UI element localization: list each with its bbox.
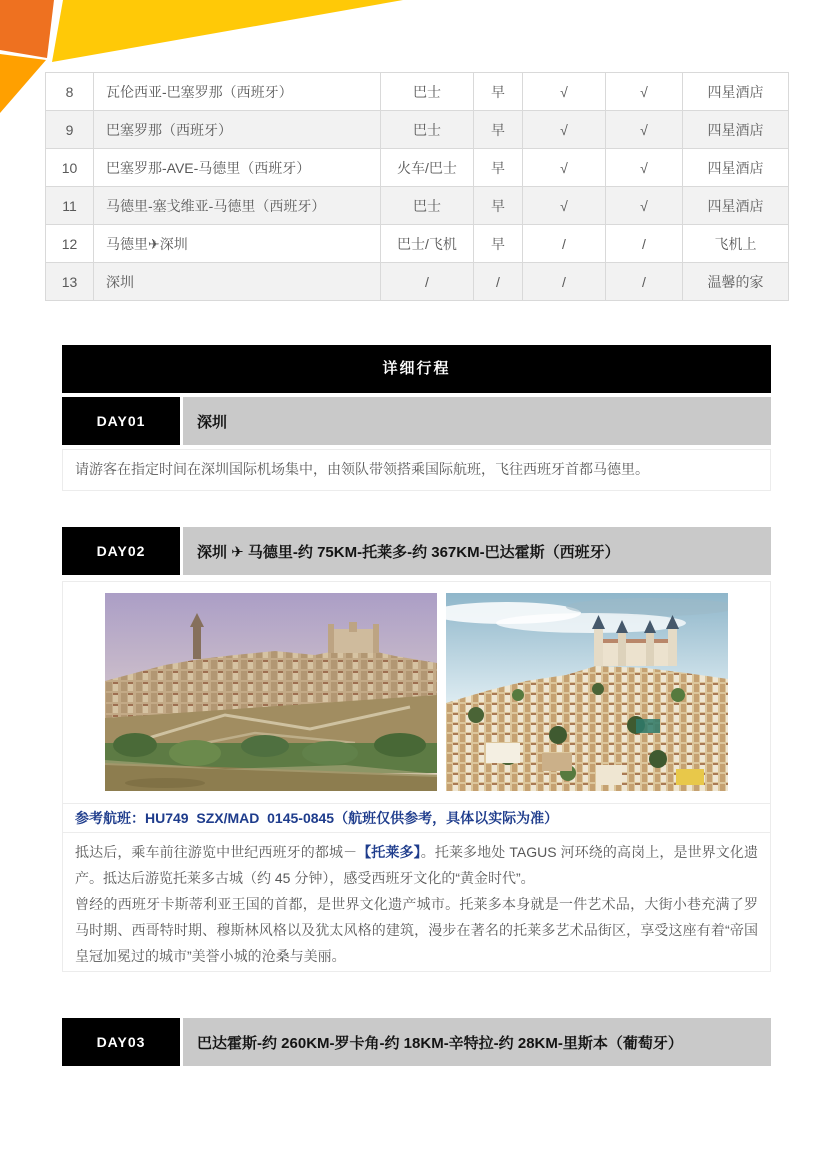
itinerary-table (45, 72, 789, 301)
day02-header (62, 527, 771, 575)
cell-dinner: / (606, 263, 683, 301)
itinerary-table-wrap (45, 72, 788, 301)
toledo-photo-left (105, 593, 437, 791)
cell-hotel: 四星酒店 (683, 73, 789, 111)
cell-route: 深圳 (94, 263, 381, 301)
para1-pre: 抵达后，乘车前往游览中世纪西班牙的都城－ (75, 844, 358, 860)
cell-lunch: √ (523, 187, 606, 225)
cell-day-number: 11 (46, 187, 94, 225)
cell-transport: 巴士/飞机 (381, 225, 474, 263)
day02-paragraph-2: 曾经的西班牙卡斯蒂利亚王国的首都，是世界文化遗产城市。托莱多本身就是一件艺术品，大街小巷充满了罗马时期、西哥特时期、穆斯林风格以及犹太风格的建筑，漫步在著名的托莱多艺术品街区，享受这座有着“帝国皇冠加冕过的城市”美誉小城的沧桑与美丽。 (75, 896, 758, 964)
cell-route: 马德里-塞戈维亚-马德里（西班牙） (94, 187, 381, 225)
toledo-photo-right (446, 593, 728, 791)
cell-breakfast: 早 (474, 73, 523, 111)
table-row-day12 (46, 225, 789, 263)
day02-content-block (62, 581, 771, 972)
cell-dinner: √ (606, 111, 683, 149)
table-row-day10 (46, 149, 789, 187)
cell-dinner: / (606, 225, 683, 263)
day02-label: DAY02 (62, 527, 180, 575)
day02-paragraph-1 (75, 839, 758, 891)
reference-flight-info: 参考航班：HU749 SZX/MAD 0145-0845（航班仅供参考，具体以实际为准） (63, 803, 770, 833)
day03-label: DAY03 (62, 1018, 180, 1066)
cell-dinner: √ (606, 73, 683, 111)
cell-breakfast: 早 (474, 225, 523, 263)
table-row-day8 (46, 73, 789, 111)
cell-route: 巴塞罗那-AVE-马德里（西班牙） (94, 149, 381, 187)
toledo-alcazar-illustration (446, 593, 728, 791)
cell-breakfast: 早 (474, 187, 523, 225)
table-row-day9 (46, 111, 789, 149)
cell-dinner: √ (606, 149, 683, 187)
cell-day-number: 8 (46, 73, 94, 111)
cell-dinner: √ (606, 187, 683, 225)
cell-hotel: 四星酒店 (683, 149, 789, 187)
cell-hotel: 飞机上 (683, 225, 789, 263)
cell-day-number: 12 (46, 225, 94, 263)
day02-title: 深圳 ✈ 马德里-约 75KM-托莱多-约 367KM-巴达霍斯（西班牙） (183, 527, 771, 575)
cell-breakfast: / (474, 263, 523, 301)
day01-title: 深圳 (183, 397, 771, 445)
cell-hotel: 四星酒店 (683, 187, 789, 225)
toledo-highlight: 【托莱多】 (357, 844, 421, 860)
cell-route: 瓦伦西亚-巴塞罗那（西班牙） (94, 73, 381, 111)
cell-lunch: √ (523, 149, 606, 187)
cell-lunch: / (523, 225, 606, 263)
cell-day-number: 10 (46, 149, 94, 187)
cell-hotel: 四星酒店 (683, 111, 789, 149)
cell-route: 马德里✈深圳 (94, 225, 381, 263)
table-row-day11 (46, 187, 789, 225)
cell-transport: 火车/巴士 (381, 149, 474, 187)
cell-lunch: √ (523, 111, 606, 149)
cell-day-number: 9 (46, 111, 94, 149)
toledo-panorama-illustration (105, 593, 437, 791)
day01-header (62, 397, 771, 445)
cell-breakfast: 早 (474, 111, 523, 149)
day03-title: 巴达霍斯-约 260KM-罗卡角-约 18KM-辛特拉-约 28KM-里斯本（葡萄牙） (183, 1018, 771, 1066)
cell-breakfast: 早 (474, 149, 523, 187)
cell-transport: 巴士 (381, 73, 474, 111)
cell-lunch: / (523, 263, 606, 301)
para1-post: 。托莱多地处 TAGUS 河环绕的高岗上，是世界文化遗产。抵达后游览托莱多古城（约 45 分钟），感受西班牙文化的“黄金时代”。 (75, 844, 758, 886)
cell-transport: 巴士 (381, 187, 474, 225)
day03-header (62, 1018, 771, 1066)
cell-transport: / (381, 263, 474, 301)
day02-description (63, 833, 770, 969)
table-row-day13 (46, 263, 789, 301)
cell-hotel: 温馨的家 (683, 263, 789, 301)
detail-itinerary-header: 详细行程 (62, 345, 771, 393)
cell-route: 巴塞罗那（西班牙） (94, 111, 381, 149)
cell-day-number: 13 (46, 263, 94, 301)
day01-description: 请游客在指定时间在深圳国际机场集中，由领队带领搭乘国际航班，飞往西班牙首都马德里。 (62, 449, 771, 491)
cell-lunch: √ (523, 73, 606, 111)
cell-transport: 巴士 (381, 111, 474, 149)
day01-label: DAY01 (62, 397, 180, 445)
